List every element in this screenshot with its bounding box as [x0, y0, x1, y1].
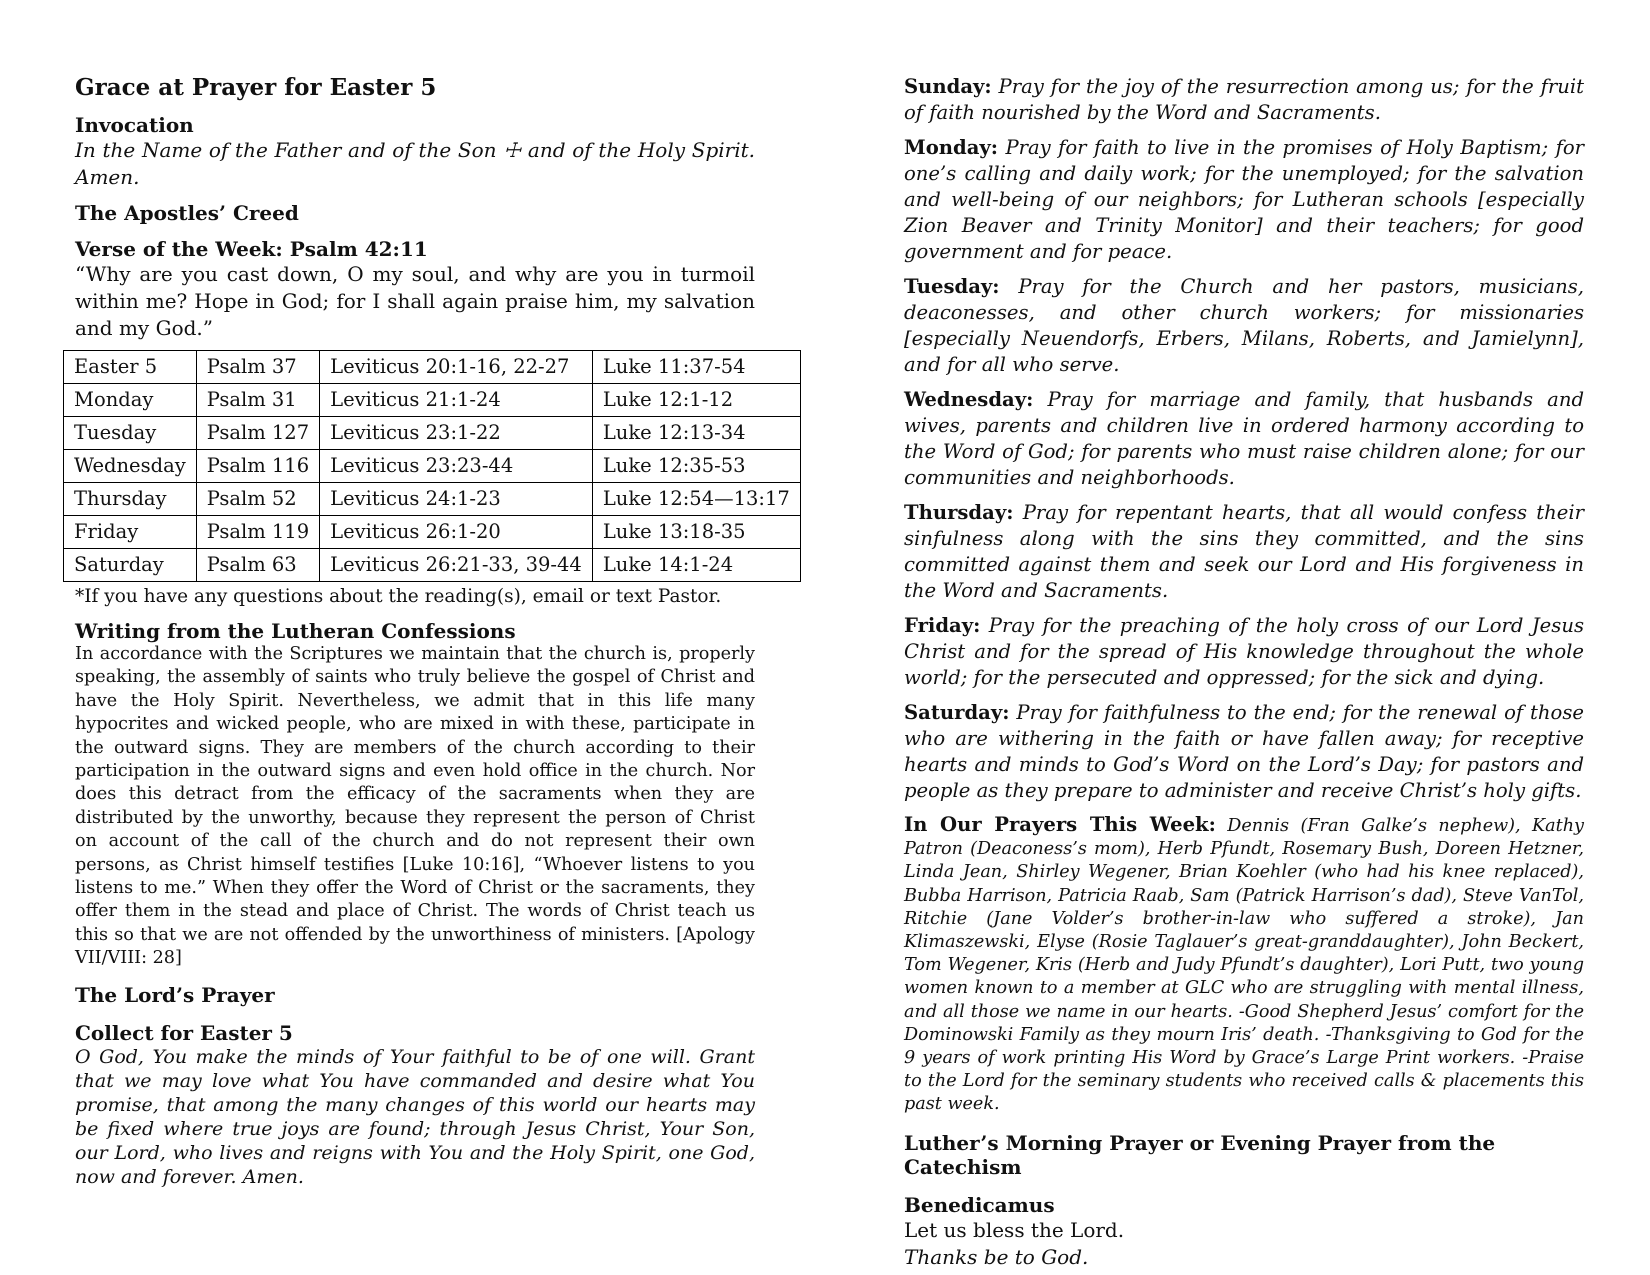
day-prayer-label: Sunday: — [904, 75, 992, 98]
day-prayer — [904, 74, 1584, 126]
readings-note: *If you have any questions about the reading(s), email or text Pastor. — [75, 586, 722, 607]
reading-ot-reading-cell: Leviticus 23:23-44 — [320, 450, 593, 483]
table-row — [64, 549, 801, 582]
day-prayer-text: Pray for the Church and her pastors, musicians, deaconesses, and other church workers; for missionaries [especially Neuendorfs, Erbers, Milans, Roberts, and Jamielynn], and for all who serve. — [904, 275, 1584, 376]
collect-section — [75, 1021, 755, 1189]
day-prayer-text: Pray for faithfulness to the end; for the renewal of those who are withering in the faith or have fallen away; for receptive hearts and minds to God’s Word on the Lord’s Day; for pastors and people as they prepare to administer and receive Christ’s holy gifts. — [904, 701, 1584, 802]
day-prayer — [904, 500, 1584, 604]
day-prayer-label: Saturday: — [904, 701, 1010, 724]
day-prayer — [904, 700, 1584, 804]
table-row — [64, 483, 801, 516]
day-prayer-label: Friday: — [904, 614, 981, 637]
invocation-heading: Invocation — [75, 113, 194, 137]
reading-day-cell: Tuesday — [64, 417, 197, 450]
collect-heading: Collect for Easter 5 — [75, 1020, 293, 1045]
right-column — [904, 74, 1584, 1271]
reading-psalm-cell: Psalm 63 — [196, 549, 319, 582]
reading-psalm-cell: Psalm 116 — [196, 450, 319, 483]
lords-prayer-heading: The Lord’s Prayer — [75, 982, 275, 1007]
prayer-list-label: In Our Prayers This Week: — [904, 813, 1216, 836]
reading-psalm-cell: Psalm 119 — [196, 516, 319, 549]
reading-psalm-cell: Psalm 37 — [196, 351, 319, 384]
reading-psalm-cell: Psalm 31 — [196, 384, 319, 417]
reading-ot-reading-cell: Leviticus 26:1-20 — [320, 516, 593, 549]
day-prayer-label: Tuesday: — [904, 275, 1000, 298]
reading-gospel-reading-cell: Luke 12:35-53 — [592, 450, 800, 483]
reading-day-cell: Easter 5 — [64, 351, 197, 384]
invocation-section — [75, 113, 755, 191]
reading-ot-reading-cell: Leviticus 26:21-33, 39-44 — [320, 549, 593, 582]
reading-psalm-cell: Psalm 127 — [196, 417, 319, 450]
prayer-list-text: Dennis (Fran Galke’s nephew), Kathy Patron (Deaconess’s mom), Herb Pfundt, Rosemary Bush, Doreen Hetzner, Linda Jean, Shirley Wegener, Brian Koehler (who had his knee replaced), Bubba Harrison, Patricia Raab, Sam (Patrick Harrison’s dad), Steve VanTol, Ritchie (Jane Volder’s brother-in-law who suffered a stroke), Jan Klimaszewski, Elyse (Rosie Taglauer’s great-granddaughter), John Beckert, Tom Wegener, Kris (Herb and Judy Pfundt’s daughter), Lori Putt, two young women known to a member at GLC who are struggling with mental illness, and all those we name in our hearts. -Good Shepherd Jesus’ comfort for the Dominowski Family as they mourn Iris’ death. -Thanksgiving to God for the 9 years of work printing His Word by Grace’s Large Print workers. -Praise to the Lord for the seminary students who received calls & placements this past week. — [904, 816, 1584, 1115]
reading-ot-reading-cell: Leviticus 23:1-22 — [320, 417, 593, 450]
reading-psalm-cell: Psalm 52 — [196, 483, 319, 516]
benedicamus-line-2: Thanks be to God. — [904, 1244, 1089, 1269]
table-row — [64, 417, 801, 450]
page-title: Grace at Prayer for Easter 5 — [75, 74, 437, 101]
reading-gospel-reading-cell: Luke 13:18-35 — [592, 516, 800, 549]
confessions-heading: Writing from the Lutheran Confessions — [75, 619, 516, 643]
reading-day-cell: Saturday — [64, 549, 197, 582]
confessions-section — [75, 619, 755, 971]
table-row — [64, 516, 801, 549]
day-prayer — [904, 613, 1584, 691]
prayer-list — [904, 813, 1584, 1117]
reading-day-cell: Monday — [64, 384, 197, 417]
day-prayer — [904, 387, 1584, 491]
verse-heading: Verse of the Week: Psalm 42:11 — [75, 237, 428, 261]
creed-heading: The Apostles’ Creed — [75, 201, 299, 225]
reading-day-cell: Friday — [64, 516, 197, 549]
reading-gospel-reading-cell: Luke 12:1-12 — [592, 384, 800, 417]
luther-prayer-heading: Luther’s Morning Prayer or Evening Prayer from the Catechism — [904, 1130, 1496, 1179]
reading-gospel-reading-cell: Luke 12:54—13:17 — [592, 483, 800, 516]
table-row — [64, 384, 801, 417]
reading-gospel-reading-cell: Luke 11:37-54 — [592, 351, 800, 384]
day-prayer-label: Thursday: — [904, 501, 1014, 524]
day-prayer-text: Pray for faith to live in the promises of Holy Baptism; for one’s calling and daily work; for the unemployed; for the salvation and well-being of our neighbors; for Lutheran schools [especially Zion Beaver and Trinity Monitor] and their teachers; for good government and for peace. — [904, 136, 1585, 263]
day-prayer-text: Pray for repentant hearts, that all would confess their sinfulness along with the sins they committed, and the sins committed against them and seek our Lord and His forgiveness in the Word and Sacraments. — [904, 501, 1584, 602]
reading-ot-reading-cell: Leviticus 20:1-16, 22-27 — [320, 351, 593, 384]
reading-gospel-reading-cell: Luke 12:13-34 — [592, 417, 800, 450]
day-prayer-text: Pray for the preaching of the holy cross of our Lord Jesus Christ and for the spread of His knowledge throughout the whole world; for the persecuted and oppressed; for the sick and dying. — [904, 614, 1584, 689]
table-row — [64, 351, 801, 384]
day-prayer-label: Monday: — [904, 136, 999, 159]
verse-text: “Why are you cast down, O my soul, and why are you in turmoil within me? Hope in God; for I shall again praise him, my salvation and my God.” — [75, 262, 755, 340]
benedicamus-section — [904, 1193, 1584, 1271]
readings-table — [63, 350, 801, 582]
confessions-text: In accordance with the Scriptures we maintain that the church is, properly speaking, the assembly of saints who truly believe the gospel of Christ and have the Holy Spirit. Nevertheless, we admit that in this life many hypocrites and wicked people, who are mixed in with these, participate in the outward signs. They are members of the church according to their participation in the outward signs and even hold office in the church. Nor does this detract from the efficacy of the sacraments when they are distributed by the unworthy, because they represent the person of Christ on account of the call of the church and do not represent their own persons, as Christ himself testifies [Luke 10:16], “Whoever listens to you listens to me.” When they offer the Word of Christ or the sacraments, they offer them in the stead and place of Christ. The words of Christ teach us this so that we are not offended by the unworthiness of ministers. [Apology VII/VIII: 28] — [75, 644, 755, 969]
reading-ot-reading-cell: Leviticus 21:1-24 — [320, 384, 593, 417]
left-column — [74, 74, 790, 1189]
day-prayer — [904, 274, 1584, 378]
daily-prayers — [904, 74, 1584, 804]
day-prayer-text: Pray for the joy of the resurrection among us; for the fruit of faith nourished by the Word and Sacraments. — [904, 75, 1585, 124]
day-prayer-text: Pray for marriage and family, that husbands and wives, parents and children live in ordered harmony according to the Word of God; for parents who must raise children alone; for our communities and neighborhoods. — [904, 388, 1585, 489]
collect-text: O God, You make the minds of Your faithful to be of one will. Grant that we may love what You have commanded and desire what You promise, that among the many changes of this world our hearts may be fixed where true joys are found; through Jesus Christ, Your Son, our Lord, who lives and reigns with You and the Holy Spirit, one God, now and forever. Amen. — [75, 1045, 755, 1188]
reading-ot-reading-cell: Leviticus 24:1-23 — [320, 483, 593, 516]
benedicamus-line-1: Let us bless the Lord. — [904, 1217, 1125, 1242]
day-prayer — [904, 135, 1584, 265]
benedicamus-heading: Benedicamus — [904, 1192, 1055, 1217]
reading-day-cell: Thursday — [64, 483, 197, 516]
table-row — [64, 450, 801, 483]
invocation-text: In the Name of the Father and of the Son ☩ and of the Holy Spirit. Amen. — [75, 138, 755, 189]
reading-gospel-reading-cell: Luke 14:1-24 — [592, 549, 800, 582]
verse-section — [75, 237, 755, 342]
day-prayer-label: Wednesday: — [904, 388, 1034, 411]
reading-day-cell: Wednesday — [64, 450, 197, 483]
